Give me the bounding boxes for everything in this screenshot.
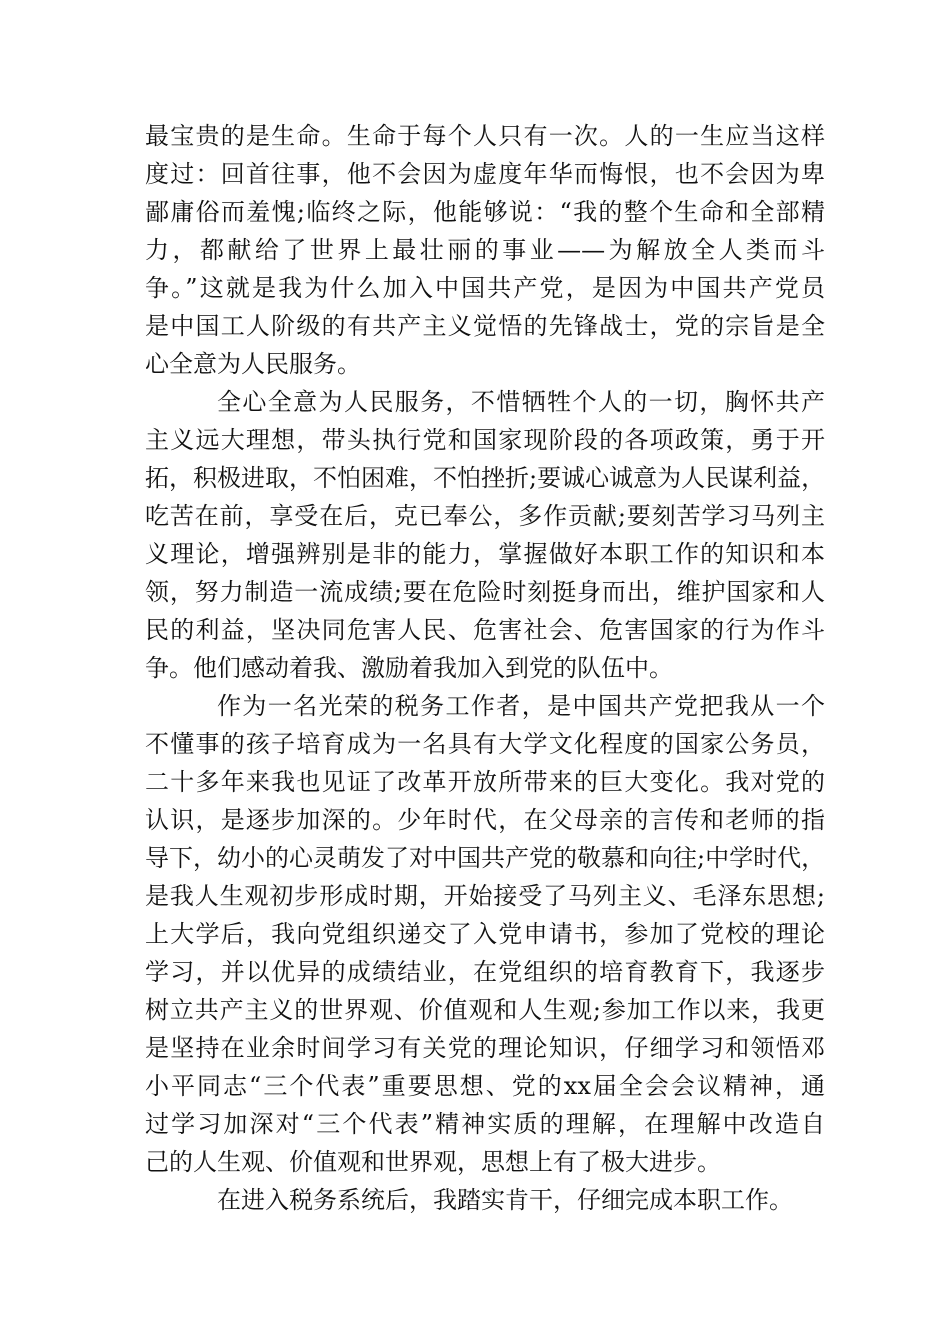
text-line: 学习，并以优异的成绩结业，在党组织的培育教育下，我逐步 — [145, 958, 825, 986]
text-line: 过学习加深对“三个代表”精神实质的理解，在理解中改造自 — [145, 1110, 825, 1138]
text-line: 树立共产主义的世界观、价值观和人生观;参加工作以来，我更 — [145, 996, 825, 1024]
text-line: 争。他们感动着我、激励着我加入到党的队伍中。 — [145, 654, 673, 682]
text-line: 吃苦在前，享受在后，克已奉公，多作贡献;要刻苦学习马列主 — [145, 502, 825, 530]
text-line: 在进入税务系统后，我踏实肯干，仔细完成本职工作。 — [217, 1186, 793, 1214]
text-line: 心全意为人民服务。 — [145, 350, 361, 378]
text-line: 领，努力制造一流成绩;要在危险时刻挺身而出，维护国家和人 — [145, 578, 825, 606]
text-line: 主义远大理想，带头执行党和国家现阶段的各项政策，勇于开 — [145, 426, 825, 454]
text-line: 是我人生观初步形成时期，开始接受了马列主义、毛泽东思想; — [145, 882, 825, 910]
text-line: 作为一名光荣的税务工作者，是中国共产党把我从一个 — [217, 692, 825, 720]
text-line: 上大学后，我向党组织递交了入党申请书，参加了党校的理论 — [145, 920, 825, 948]
text-line: 己的人生观、价值观和世界观，思想上有了极大进步。 — [145, 1148, 721, 1176]
text-line: 是中国工人阶级的有共产主义觉悟的先锋战士，党的宗旨是全 — [145, 312, 825, 340]
paragraph-4 — [145, 1181, 825, 1219]
document-body — [145, 117, 825, 1219]
paragraph-1 — [145, 117, 825, 383]
text-line: 导下，幼小的心灵萌发了对中国共产党的敬慕和向往;中学时代， — [145, 844, 826, 872]
text-line: 全心全意为人民服务，不惜牺牲个人的一切，胸怀共产 — [217, 388, 825, 416]
text-line: 小平同志“三个代表”重要思想、党的xx届全会会议精神，通 — [145, 1072, 825, 1100]
text-line: 民的利益，坚决同危害人民、危害社会、危害国家的行为作斗 — [145, 616, 825, 644]
text-line: 不懂事的孩子培育成为一名具有大学文化程度的国家公务员， — [145, 730, 825, 758]
paragraph-3 — [145, 687, 825, 1181]
text-line: 争。”这就是我为什么加入中国共产党，是因为中国共产党员 — [145, 274, 825, 302]
text-line: 二十多年来我也见证了改革开放所带来的巨大变化。我对党的 — [145, 768, 825, 796]
text-line: 度过：回首往事，他不会因为虚度年华而悔恨，也不会因为卑 — [145, 160, 825, 188]
text-line: 认识，是逐步加深的。少年时代，在父母亲的言传和老师的指 — [145, 806, 825, 834]
text-line: 拓，积极进取，不怕困难，不怕挫折;要诚心诚意为人民谋利益， — [145, 464, 826, 492]
text-line: 力，都献给了世界上最壮丽的事业——为解放全人类而斗 — [145, 236, 825, 264]
text-line: 最宝贵的是生命。生命于每个人只有一次。人的一生应当这样 — [145, 122, 825, 150]
text-line: 鄙庸俗而羞愧;临终之际，他能够说：“我的整个生命和全部精 — [145, 198, 825, 226]
text-line: 是坚持在业余时间学习有关党的理论知识，仔细学习和领悟邓 — [145, 1034, 825, 1062]
paragraph-2 — [145, 383, 825, 687]
text-line: 义理论，增强辨别是非的能力，掌握做好本职工作的知识和本 — [145, 540, 825, 568]
